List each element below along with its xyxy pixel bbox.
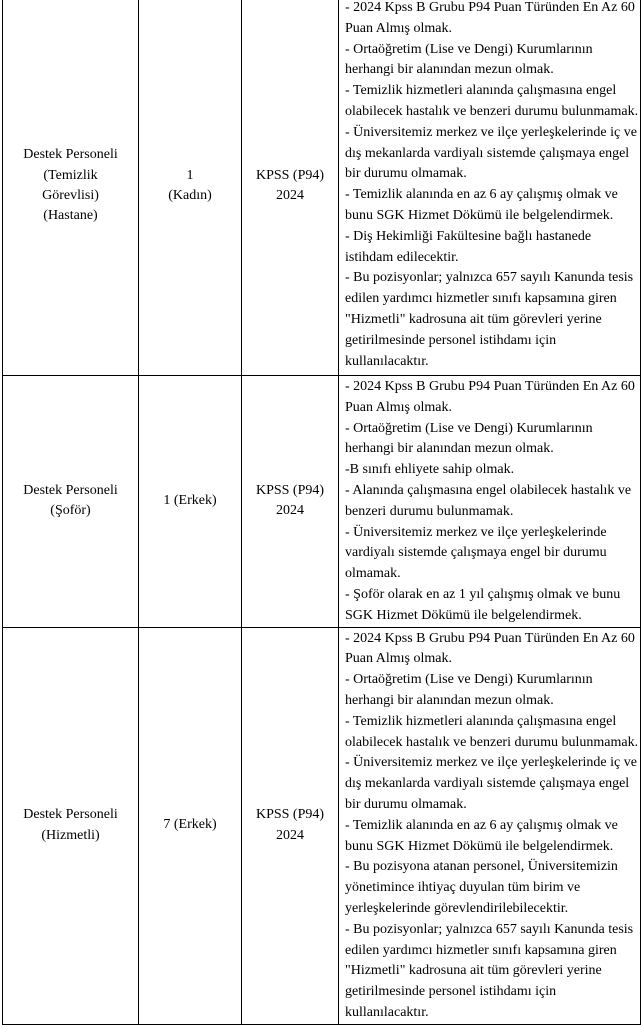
table-row [3,627,641,1024]
position-cell-line: Destek Personeli [23,147,118,163]
position-cell [3,376,139,628]
position-cell-line: Görevlisi) [42,188,99,203]
requirement-line: - Temizlik alanında en az 6 ay çalışmış olmak ve [345,817,618,833]
requirement-line: olmamak. [345,566,401,582]
quota-cell-line: 1 (Erkek) [163,493,217,509]
requirement-line: edilen yardımcı hizmetler sınıfı kapsamına giren [345,291,617,307]
requirement-line: -B sınıfı ehliyete sahip olmak. [345,462,515,478]
position-cell-line: (Hastane) [43,208,98,224]
requirement-line: - Temizlik hizmetleri alanında çalışmasına engel [345,713,617,729]
requirement-line: istihdam edilecektir. [345,249,459,265]
exam-cell-line: KPSS (P94) [255,807,325,823]
exam-cell-line: KPSS (P94) [255,167,325,183]
quota-cell-line: 1 [186,167,194,183]
position-cell-line: (Şoför) [50,503,91,519]
quota-cell [139,627,242,1024]
requirement-line: - Üniversitemiz merkez ve ilçe yerleşkelerinde iç ve [345,124,637,140]
quota-cell [139,0,242,376]
requirement-line: dış mekanlarda vardiyalı sistemde çalışmaya engel [345,776,630,792]
requirement-line: SGK Hizmet Dökümü ile belgelendirmek. [345,607,582,623]
requirement-line: benzeri durumu bulunmamak. [345,503,514,519]
requirement-line: - Temizlik hizmetleri alanında çalışmasına engel [345,83,617,99]
quota-cell-line: (Kadın) [168,188,212,203]
requirement-line: - Ortaöğretim (Lise ve Dengi) Kurumlarının [345,672,593,688]
requirement-line: Puan Almış olmak. [345,651,452,667]
requirement-line: kullanılacaktır. [345,1004,429,1020]
table-row [3,0,641,376]
requirement-line: olabilecek hastalık ve benzeri durumu bulunmamak. [345,734,639,750]
requirements-cell [339,376,641,628]
requirement-line: getirilmesinde personel istihdamı için [345,332,557,348]
requirement-line: olabilecek hastalık ve benzeri durumu bulunmamak. [345,103,639,119]
requirement-line: yönetimince ihtiyaç duyulan tüm birim ve [345,880,581,896]
exam-cell [242,0,339,376]
requirement-line: bunu SGK Hizmet Dökümü ile belgelendirmek. [345,838,614,854]
exam-cell-line: 2024 [276,503,304,519]
position-cell-line: Destek Personeli [23,482,118,498]
requirement-line: herhangi bir alanından mezun olmak. [345,441,554,457]
requirement-line: - 2024 Kpss B Grubu P94 Puan Türünden En Az 60 [345,630,635,646]
requirement-line: - Üniversitemiz merkez ve ilçe yerleşkelerinde [345,524,607,540]
exam-cell-line: 2024 [276,827,304,843]
requirement-line: bunu SGK Hizmet Dökümü ile belgelendirmek. [345,207,614,223]
position-cell-line: (Hizmetli) [41,827,100,843]
requirement-line: kullanılacaktır. [345,353,429,369]
requirement-line: - Ortaöğretim (Lise ve Dengi) Kurumlarının [345,420,593,436]
requirement-line: herhangi bir alanından mezun olmak. [345,692,554,708]
requirements-cell [339,627,641,1024]
requirement-line: - 2024 Kpss B Grubu P94 Puan Türünden En Az 60 [345,379,635,394]
requirement-line: yerleşkelerinde görevlendirilebilecektir. [345,900,569,916]
requirement-line: - Ortaöğretim (Lise ve Dengi) Kurumlarının [345,41,593,57]
requirement-line: "Hizmetli" kadrosuna ait tüm görevleri yerine [345,311,602,327]
table-row [3,376,641,628]
requirement-line: - Alanında çalışmasına engel olabilecek hastalık ve [345,482,632,498]
requirement-line: edilen yardımcı hizmetler sınıfı kapsamına giren [345,942,617,958]
requirement-line: - Diş Hekimliği Fakültesine bağlı hastanede [345,228,592,244]
requirement-line: - Bu pozisyona atanan personel, Üniversitemizin [345,859,618,875]
position-cell [3,0,139,376]
requirement-line: - Şoför olarak en az 1 yıl çalışmış olmak ve bunu [345,586,621,602]
exam-cell [242,627,339,1024]
requirements-cell [339,0,641,376]
requirement-line: bir durumu olmamak. [345,796,467,812]
requirement-line: dış mekanlarda vardiyalı sistemde çalışmaya engel [345,145,630,161]
requirement-line: vardiyalı sistemde çalışmaya engel bir durumu [345,545,607,561]
requirement-line: - Temizlik alanında en az 6 ay çalışmış olmak ve [345,187,618,203]
requirement-line: - 2024 Kpss B Grubu P94 Puan Türünden En Az 60 [345,0,635,15]
requirement-line: - Bu pozisyonlar; yalnızca 657 sayılı Kanunda tesis [345,270,634,286]
requirement-line: - Üniversitemiz merkez ve ilçe yerleşkelerinde iç ve [345,755,637,771]
exam-cell-line: KPSS (P94) [255,482,325,498]
requirement-line: herhangi bir alanından mezun olmak. [345,62,554,78]
requirement-line: Puan Almış olmak. [345,20,452,36]
quota-cell-line: 7 (Erkek) [163,817,217,833]
positions-table-body [3,0,641,1024]
position-cell-line: Destek Personeli [23,807,118,823]
quota-cell [139,376,242,628]
requirement-line: "Hizmetli" kadrosuna ait tüm görevleri yerine [345,963,602,979]
requirement-line: - Bu pozisyonlar; yalnızca 657 sayılı Kanunda tesis [345,921,634,937]
exam-cell [242,376,339,628]
requirement-line: Puan Almış olmak. [345,399,452,415]
requirement-line: getirilmesinde personel istihdamı için [345,984,557,1000]
requirement-line: bir durumu olmamak. [345,166,467,182]
position-cell [3,627,139,1024]
exam-cell-line: 2024 [276,188,304,203]
position-cell-line: (Temizlik [43,167,98,183]
positions-table [2,0,641,1025]
